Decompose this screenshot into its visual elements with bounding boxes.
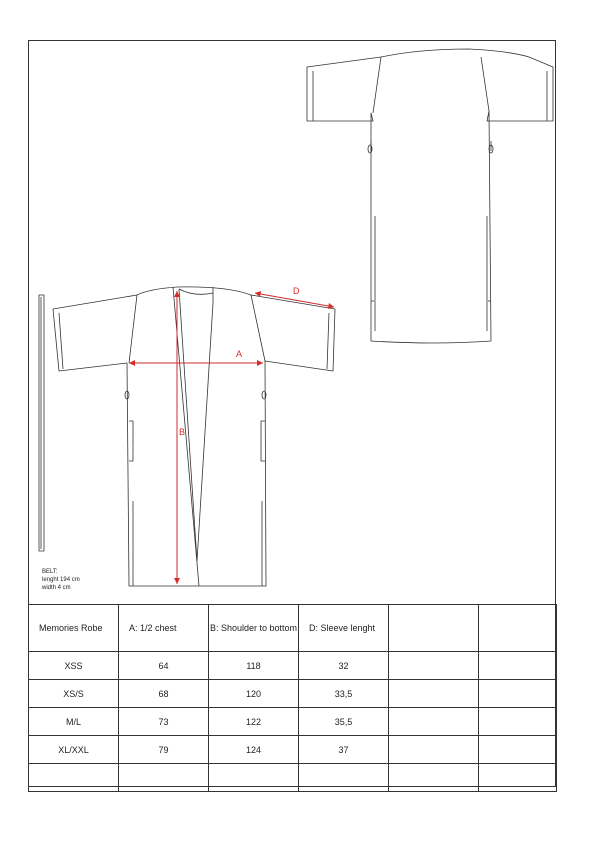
spec-sheet-frame <box>28 40 556 787</box>
shoulder-bottom-cell: 122 <box>209 708 299 736</box>
measure-d-label: D <box>293 286 300 296</box>
sleeve-cell: 37 <box>299 736 389 764</box>
size-cell: XL/XXL <box>29 736 119 764</box>
front-view-robe <box>53 287 335 586</box>
header-empty-5 <box>389 605 479 652</box>
header-empty-6 <box>479 605 557 652</box>
measure-b-label: B <box>179 427 186 437</box>
chest-cell: 64 <box>119 652 209 680</box>
shoulder-bottom-cell <box>209 764 299 792</box>
header-chest: A: 1/2 chest <box>119 605 209 652</box>
header-sleeve: D: Sleeve lenght <box>299 605 389 652</box>
measure-a-label: A <box>236 349 243 359</box>
header-product: Memories Robe <box>29 605 119 652</box>
table-row <box>29 708 557 736</box>
empty-cell <box>389 680 479 708</box>
empty-cell <box>479 736 557 764</box>
empty-cell <box>479 652 557 680</box>
back-view-robe <box>307 49 553 343</box>
belt-note-title: BELT: <box>42 569 58 575</box>
empty-cell <box>389 708 479 736</box>
shoulder-bottom-cell: 118 <box>209 652 299 680</box>
table-row <box>29 652 557 680</box>
table-row <box>29 764 557 792</box>
size-table-header-row <box>29 605 557 652</box>
size-cell <box>29 764 119 792</box>
header-shoulder-bottom: B: Shoulder to bottom <box>209 605 299 652</box>
shoulder-bottom-cell: 124 <box>209 736 299 764</box>
size-cell: XS/S <box>29 680 119 708</box>
chest-cell: 73 <box>119 708 209 736</box>
chest-cell: 79 <box>119 736 209 764</box>
empty-cell <box>389 764 479 792</box>
empty-cell <box>479 764 557 792</box>
empty-cell <box>479 680 557 708</box>
empty-cell <box>389 736 479 764</box>
size-table <box>28 604 557 792</box>
size-cell: M/L <box>29 708 119 736</box>
belt-note-length: lenght 194 cm <box>42 577 80 583</box>
belt-drawing <box>39 295 44 551</box>
table-row <box>29 736 557 764</box>
belt-note <box>42 568 80 592</box>
empty-cell <box>479 708 557 736</box>
sleeve-cell: 33,5 <box>299 680 389 708</box>
sleeve-cell <box>299 764 389 792</box>
sleeve-cell: 32 <box>299 652 389 680</box>
empty-cell <box>389 652 479 680</box>
technical-drawing <box>29 41 557 605</box>
sleeve-cell: 35,5 <box>299 708 389 736</box>
chest-cell <box>119 764 209 792</box>
belt-note-width: width 4 cm <box>42 585 71 591</box>
chest-cell: 68 <box>119 680 209 708</box>
size-cell: XSS <box>29 652 119 680</box>
shoulder-bottom-cell: 120 <box>209 680 299 708</box>
table-row <box>29 680 557 708</box>
